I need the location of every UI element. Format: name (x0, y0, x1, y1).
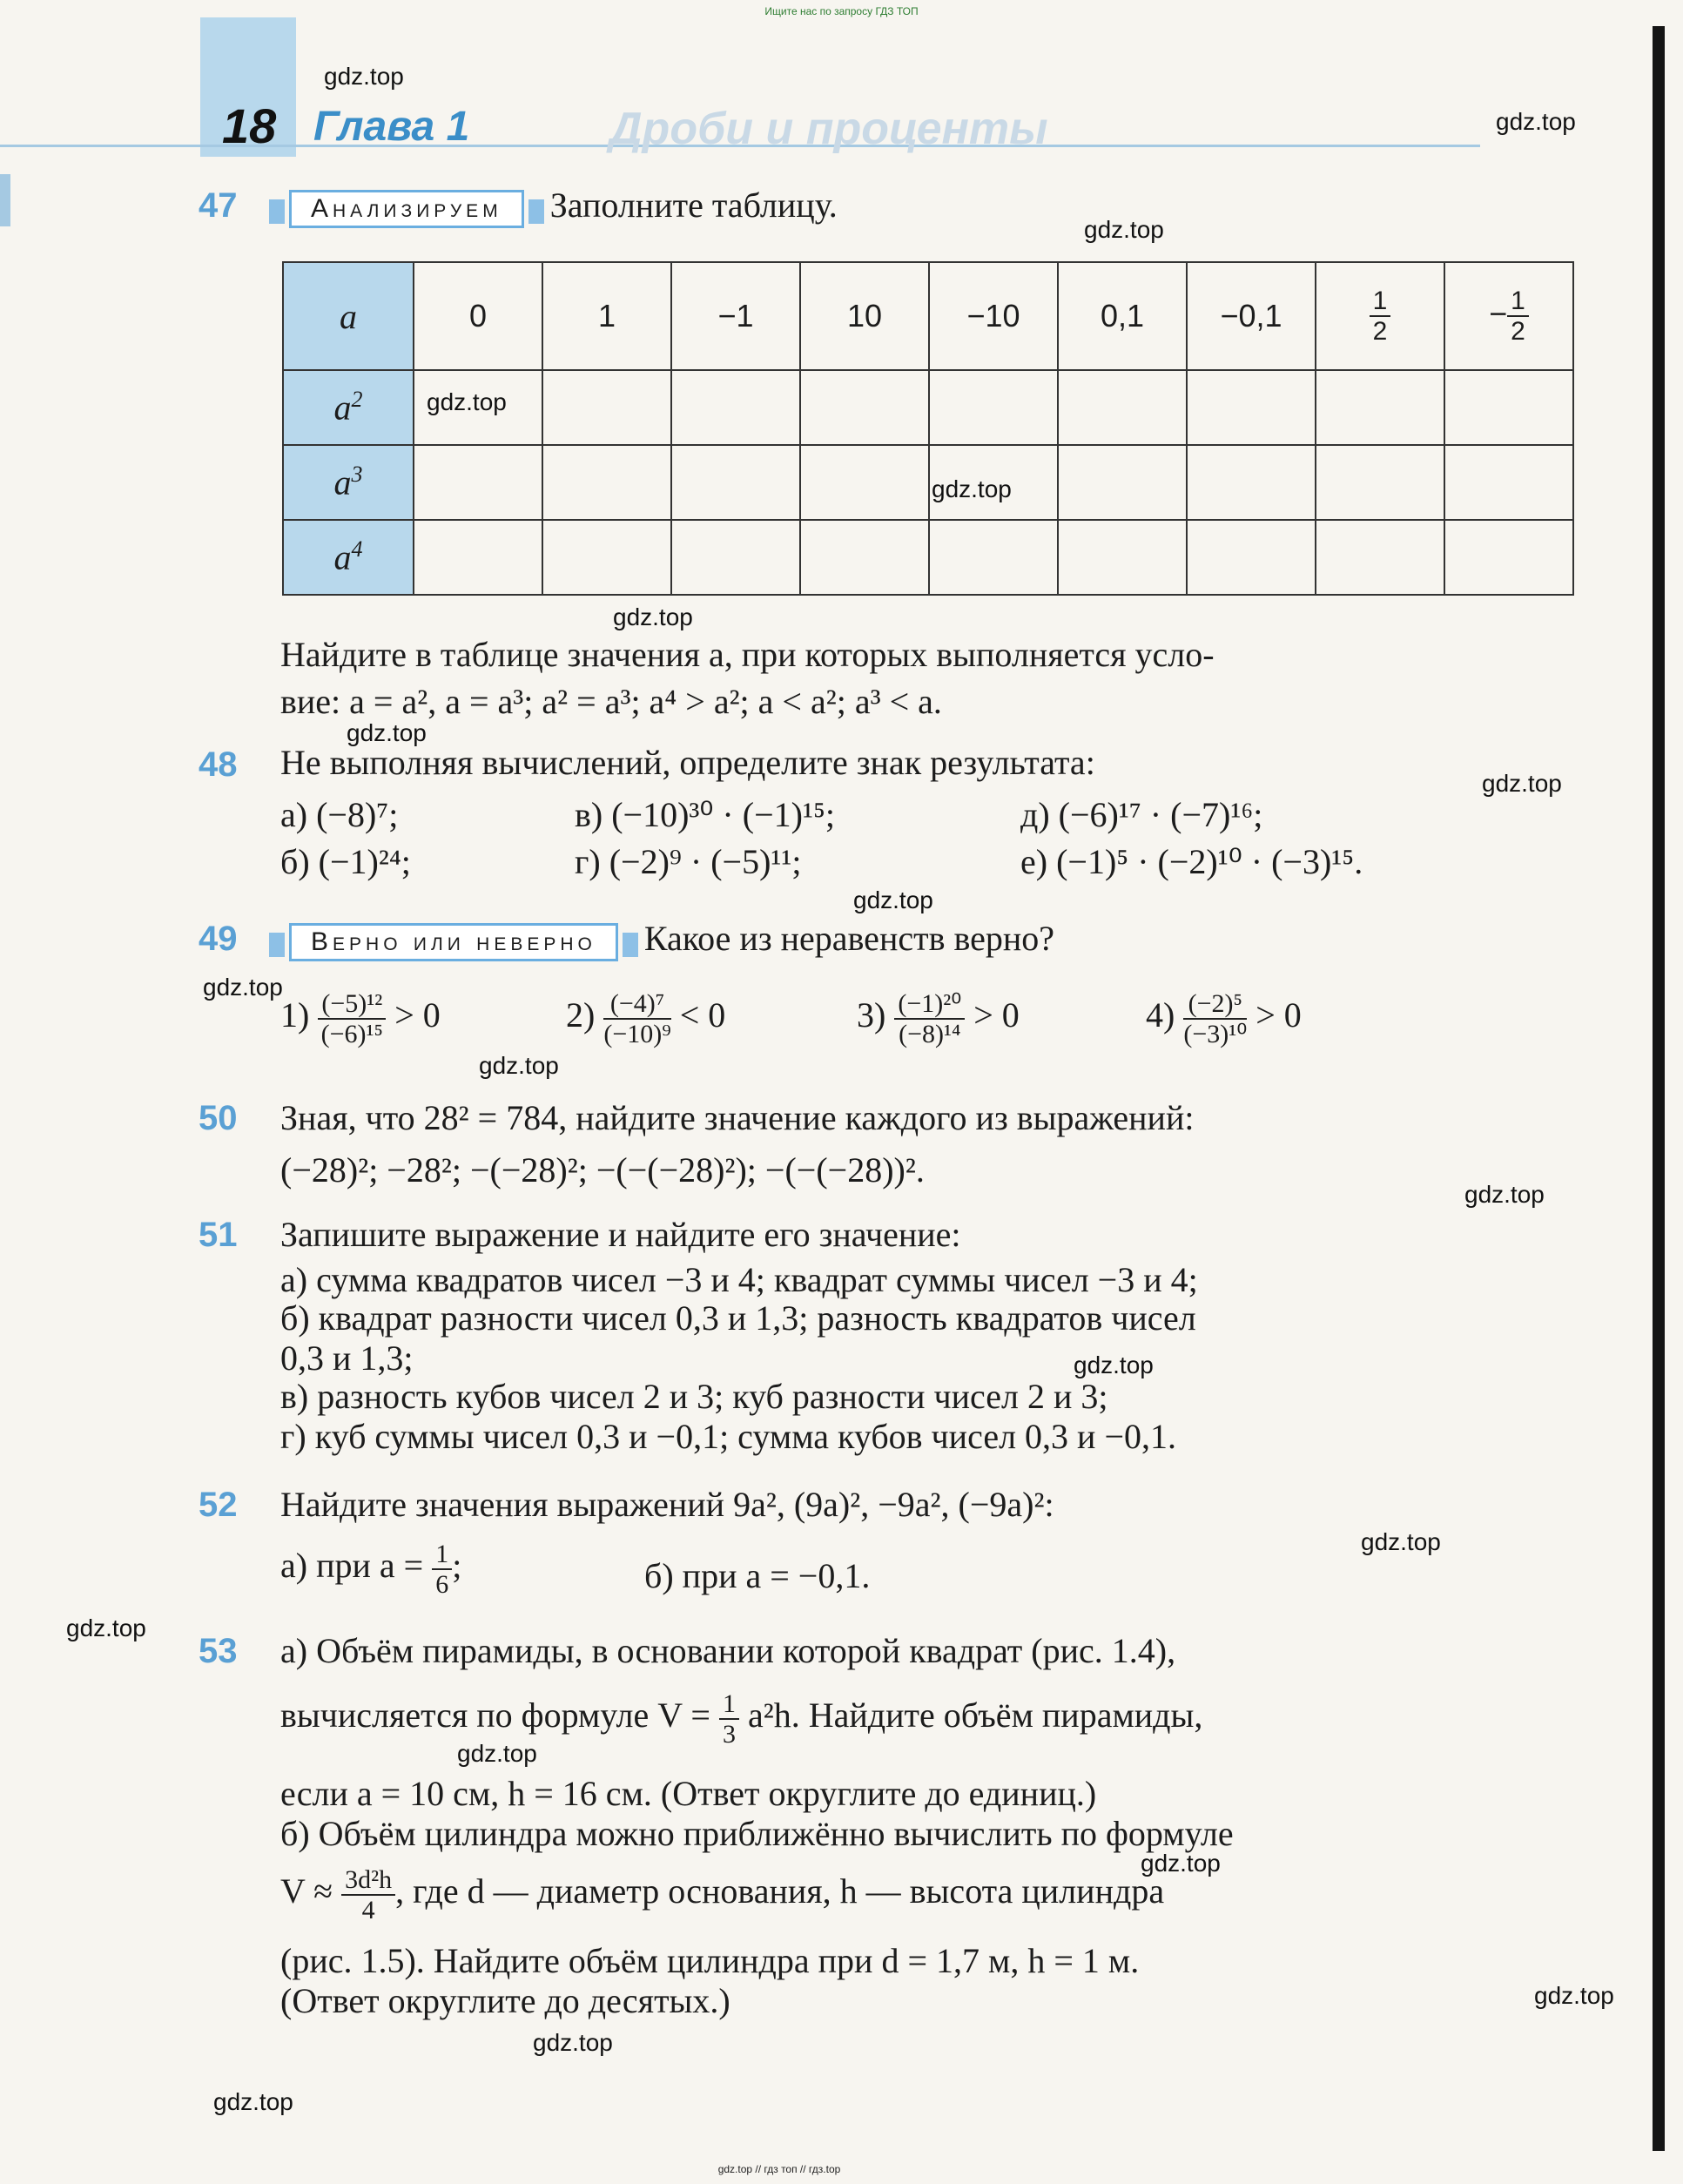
exercise-47-task-line: Найдите в таблице значения a, при которых выполняется усло- (280, 635, 1215, 674)
exercise-text: (Ответ округлите до десятых.) (280, 1981, 730, 2020)
exercise-item: д) (−6)¹⁷ · (−7)¹⁶; (1020, 795, 1263, 834)
table-cell[interactable] (414, 520, 542, 595)
exercise-badge: Анализируем (289, 190, 524, 228)
exercise-text: в) разность кубов чисел 2 и 3; куб разности чисел 2 и 3; (280, 1377, 1108, 1416)
exercise-number: 47 (199, 186, 238, 225)
table-cell[interactable] (671, 370, 800, 445)
exercise-text: (рис. 1.5). Найдите объём цилиндра при d = 1,7 м, h = 1 м. (280, 1941, 1140, 1980)
exercise-47-header (280, 185, 838, 228)
watermark: gdz.top (347, 719, 427, 746)
table-cell[interactable] (414, 445, 542, 520)
table-cell[interactable] (929, 445, 1058, 520)
watermark: gdz.top (203, 974, 283, 1001)
exercise-item: в) (−10)³⁰ · (−1)¹⁵; (575, 795, 836, 834)
exercise-prompt: Не выполняя вычислений, определите знак результата: (280, 743, 1095, 782)
exercise-number: 49 (199, 920, 238, 958)
table-cell[interactable] (1444, 370, 1573, 445)
table-cell[interactable] (542, 370, 671, 445)
table-cell[interactable] (800, 370, 929, 445)
exercise-number: 50 (199, 1099, 238, 1137)
exercise-text: Найдите значения выражений 9a², (9a)², −9a², (−9a)²: (280, 1485, 1054, 1524)
table-header-cell: 10 (800, 262, 929, 370)
table-row-header: a (283, 262, 414, 370)
table-cell[interactable] (1058, 370, 1187, 445)
table-cell[interactable] (1187, 370, 1316, 445)
table-row-header: $a^2$ (283, 370, 414, 445)
page-number: 18 (222, 98, 277, 153)
exercise-item: а) (−8)⁷; (280, 795, 399, 834)
table-cell[interactable] (800, 445, 929, 520)
exercise-text: г) куб суммы чисел 0,3 и −0,1; сумма кубов чисел 0,3 и −0,1. (280, 1417, 1177, 1456)
exercise-item: г) (−2)⁹ · (−5)¹¹; (575, 842, 802, 881)
exercise-badge: Верно или неверно (289, 923, 618, 961)
table-cell[interactable] (1444, 445, 1573, 520)
exercise-item: а) при a = $\frac{1}{6}$ ; (280, 1540, 462, 1599)
table-cell[interactable] (929, 520, 1058, 595)
table-header-cell: 1 (542, 262, 671, 370)
watermark: gdz.top (457, 1740, 537, 1767)
watermark: gdz.top (1496, 108, 1576, 135)
exercise-number: 52 (199, 1486, 238, 1524)
table-cell[interactable] (671, 445, 800, 520)
table-header-cell: −0,1 (1187, 262, 1316, 370)
exercise-number: 53 (199, 1632, 238, 1670)
table-row-header: $a^4$ (283, 520, 414, 595)
page-edge-shadow (1653, 26, 1665, 2151)
watermark: gdz.top (1074, 1352, 1154, 1378)
exercise-prompt: Какое из неравенств верно? (643, 919, 1055, 958)
watermark: gdz.top (533, 2029, 613, 2056)
table-cell[interactable] (542, 520, 671, 595)
table-cell[interactable] (1316, 370, 1444, 445)
exercise-text: 0,3 и 1,3; (280, 1338, 414, 1378)
left-tab (0, 174, 10, 226)
exercise-number: 48 (199, 745, 238, 784)
ghost-title: Дроби и проценты (609, 104, 1048, 154)
exercise-text: Зная, что 28² = 784, найдите значение каждого из выражений: (280, 1098, 1195, 1137)
exercise-text: б) Объём цилиндра можно приближённо вычислить по формуле (280, 1814, 1234, 1853)
table-header-cell: 0 (414, 262, 542, 370)
inequality-item: 2) $\frac{\text{(−4)⁷}}{\text{(−10)⁹}}$ < 0 (566, 989, 726, 1048)
table-cell[interactable] (1187, 520, 1316, 595)
watermark: gdz.top (66, 1614, 146, 1641)
watermark: gdz.top (1084, 216, 1164, 243)
exercise-item: е) (−1)⁵ · (−2)¹⁰ · (−3)¹⁵. (1020, 842, 1363, 881)
exercise-number: 51 (199, 1216, 238, 1254)
exercise-text: Запишите выражение и найдите его значение: (280, 1215, 961, 1254)
exercise-text: (−28)²; −28²; −(−28)²; −(−(−28)²); −(−(−28))². (280, 1150, 925, 1190)
inequality-item: 4) $\frac{\text{(−2)⁵}}{\text{(−3)¹⁰}}$ > 0 (1146, 989, 1302, 1048)
exercise-47-task-line: вие: a = a², a = a³; a² = a³; a⁴ > a²; a < a²; a³ < a. (280, 682, 942, 721)
exercise-text: а) Объём пирамиды, в основании которой квадрат (рис. 1.4), (280, 1631, 1176, 1670)
watermark: gdz.top (213, 2088, 293, 2115)
table-row-header: $a^3$ (283, 445, 414, 520)
exercise-49-header (280, 918, 1054, 961)
watermark: gdz.top (613, 603, 693, 630)
table-header-cell: 0,1 (1058, 262, 1187, 370)
watermark: gdz.top (324, 63, 404, 90)
watermark: gdz.top (1361, 1528, 1441, 1555)
table-cell[interactable] (800, 520, 929, 595)
watermark: gdz.top (1464, 1181, 1545, 1208)
watermark: gdz.top (1482, 770, 1562, 797)
table-header-cell: −10 (929, 262, 1058, 370)
table-header-cell: − $\frac{1}{2}$ (1444, 262, 1573, 370)
exercise-text: если a = 10 см, h = 16 см. (Ответ округлите до единиц.) (280, 1774, 1097, 1813)
watermark: gdz.top (479, 1052, 559, 1079)
exercise-text: V ≈ $\frac{\text{3d²h}}{4}$ , где d — диаметр основания, h — высота цилиндра (280, 1865, 1165, 1924)
watermark: gdz.top (932, 475, 1012, 502)
inequality-item: 1) $\frac{\text{(−5)¹²}}{\text{(−6)¹⁵}}$ > 0 (280, 989, 441, 1048)
chapter-title: Глава 1 (313, 104, 470, 150)
table-cell[interactable] (1058, 445, 1187, 520)
table-cell[interactable] (929, 370, 1058, 445)
exercise-prompt: Заполните таблицу. (549, 185, 838, 225)
table-header-cell: −1 (671, 262, 800, 370)
table-cell[interactable] (1316, 445, 1444, 520)
exercise-text: а) сумма квадратов чисел −3 и 4; квадрат суммы чисел −3 и 4; (280, 1260, 1198, 1299)
table-cell[interactable] (542, 445, 671, 520)
value-table (282, 261, 1574, 596)
watermark: gdz.top (1141, 1850, 1221, 1877)
watermark: gdz.top (1534, 1982, 1614, 2009)
bottom-watermark: gdz.top // гдз топ // гдз.top (717, 2163, 841, 2175)
watermark: gdz.top (853, 886, 933, 913)
top-watermark: Ищите нас по запросу ГДЗ ТОП (764, 5, 919, 17)
exercise-item: б) (−1)²⁴; (280, 842, 411, 881)
table-cell[interactable] (1187, 445, 1316, 520)
exercise-text: вычисляется по формуле V = $\frac{1}{3}$ a²h. Найдите объём пирамиды, (280, 1689, 1203, 1749)
inequality-item: 3) $\frac{\text{(−1)²⁰}}{\text{(−8)¹⁴}}$ > 0 (857, 989, 1020, 1048)
table-cell[interactable] (414, 370, 542, 445)
table-cell[interactable] (671, 520, 800, 595)
table-cell[interactable] (1444, 520, 1573, 595)
table-header-cell: $\frac{1}{2}$ (1316, 262, 1444, 370)
table-cell[interactable] (1058, 520, 1187, 595)
exercise-text: б) квадрат разности чисел 0,3 и 1,3; разность квадратов чисел (280, 1298, 1196, 1338)
table-cell[interactable] (1316, 520, 1444, 595)
watermark: gdz.top (427, 388, 507, 415)
exercise-item: б) при a = −0,1. (644, 1556, 871, 1595)
